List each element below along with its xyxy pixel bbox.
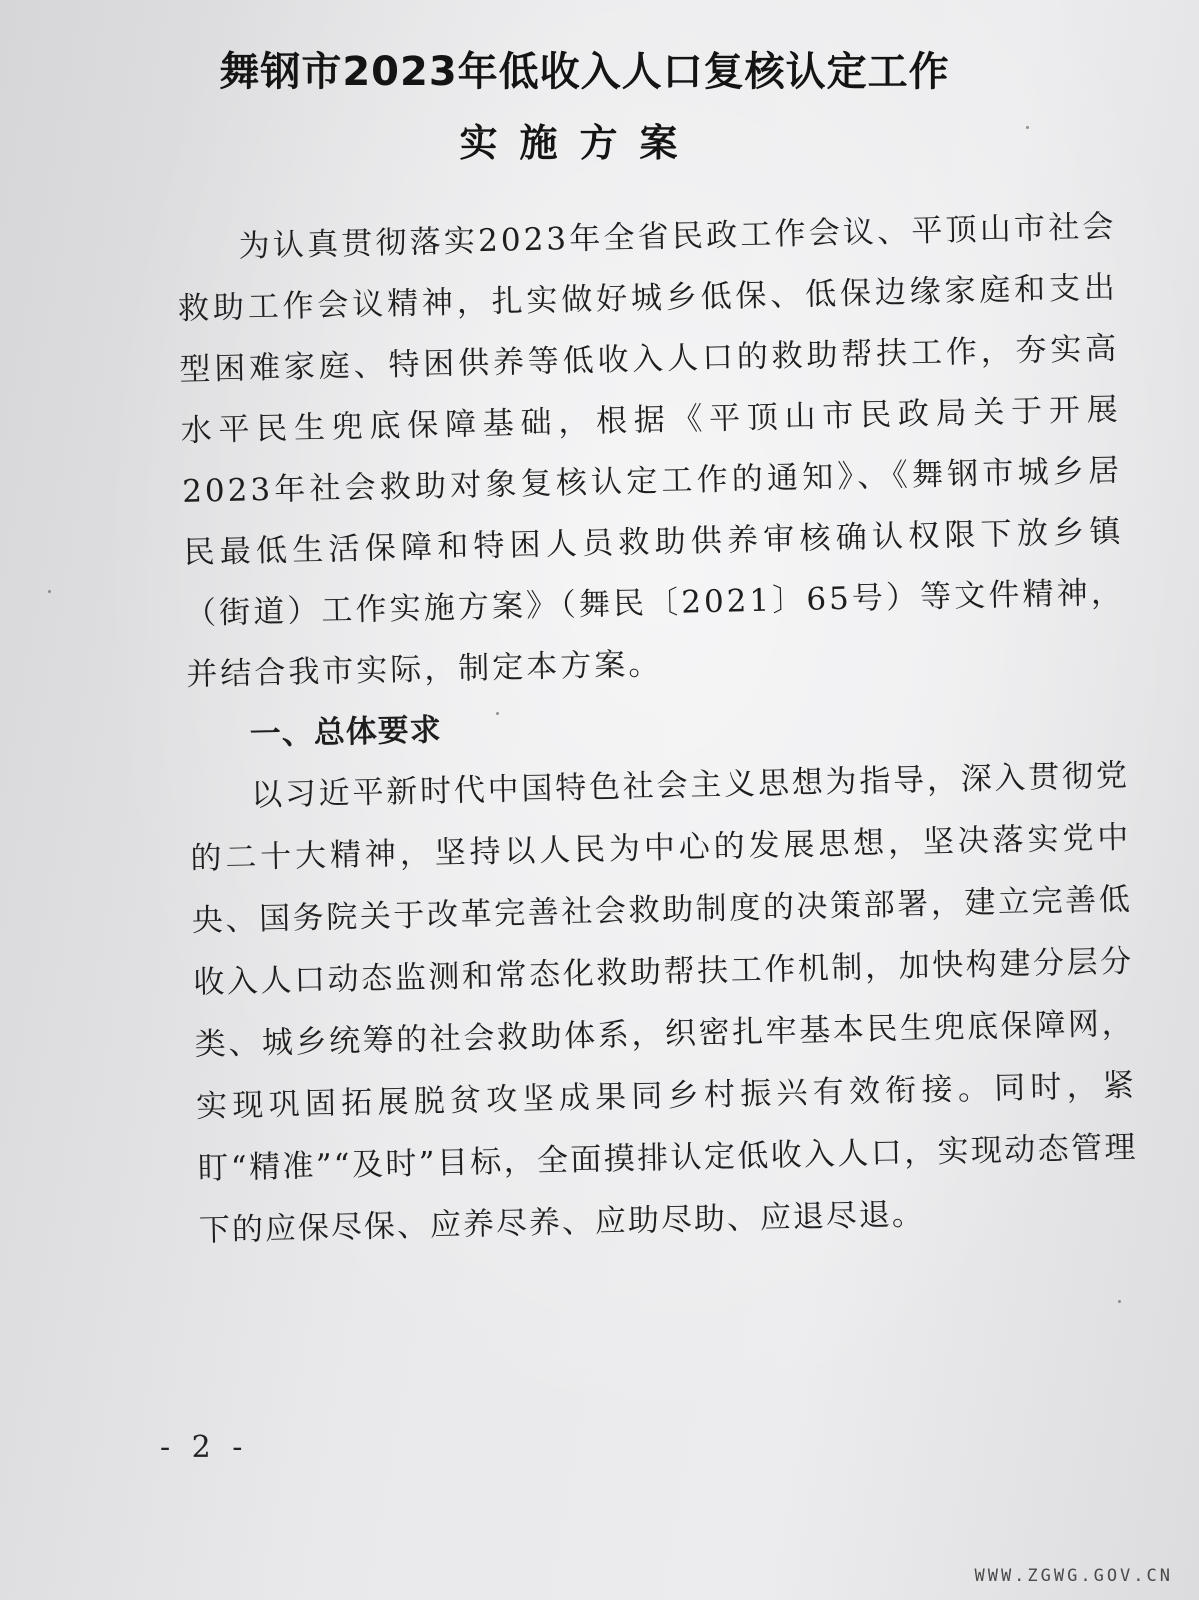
document-title-line2: 实施方案 (459, 121, 700, 165)
document-title-line1: 舞钢市2023年低收入人口复核认定工作 (219, 49, 950, 95)
paper-speck (496, 712, 499, 715)
paper-speck (1026, 126, 1029, 129)
intro-paragraph: 为认真贯彻落实2023年全省民政工作会议、平顶山市社会救助工作会议精神，扎实做好城乡低保、低保边缘家庭和支出型困难家庭、特困供养等低收入人口的救助帮扶工作，夯实高水平民生兜底保障基础，根据《平顶山市民政局关于开展2023年社会救助对象复核认定工作的通知》、《舞钢市城乡居民最低生活保障和特困人员救助供养审核确认权限下放乡镇（街道）工作实施方案》（舞民〔2021〕65号）等文件精神，并结合我市实际，制定本方案。 (177, 208, 1126, 693)
page-number: - 2 - (160, 1430, 249, 1465)
general-requirements-paragraph: 以习近平新时代中国特色社会主义思想为指导，深入贯彻党的二十大精神，坚持以人民为中心的发展思想，坚决落实党中央、国务院关于改革完善社会救助制度的决策部署，建立完善低收入人口动态监测和常态化救助帮扶工作机制，加快构建分层分类、城乡统筹的社会救助体系，织密扎牢基本民生兜底保障网，实现巩固拓展脱贫攻坚成果同乡村振兴有效衔接。同时，紧盯“精准”“及时”目标，全面摸排认定低收入人口，实现动态管理下的应保尽保、应养尽养、应助尽助、应退尽退。 (190, 757, 1138, 1249)
website-watermark: WWW.ZGWG.GOV.CN (974, 1566, 1173, 1586)
document-body (176, 197, 1139, 1262)
paper-speck (1118, 1300, 1121, 1303)
section-heading-general-requirements: 一、总体要求 (249, 712, 443, 753)
paper-speck (48, 590, 51, 593)
